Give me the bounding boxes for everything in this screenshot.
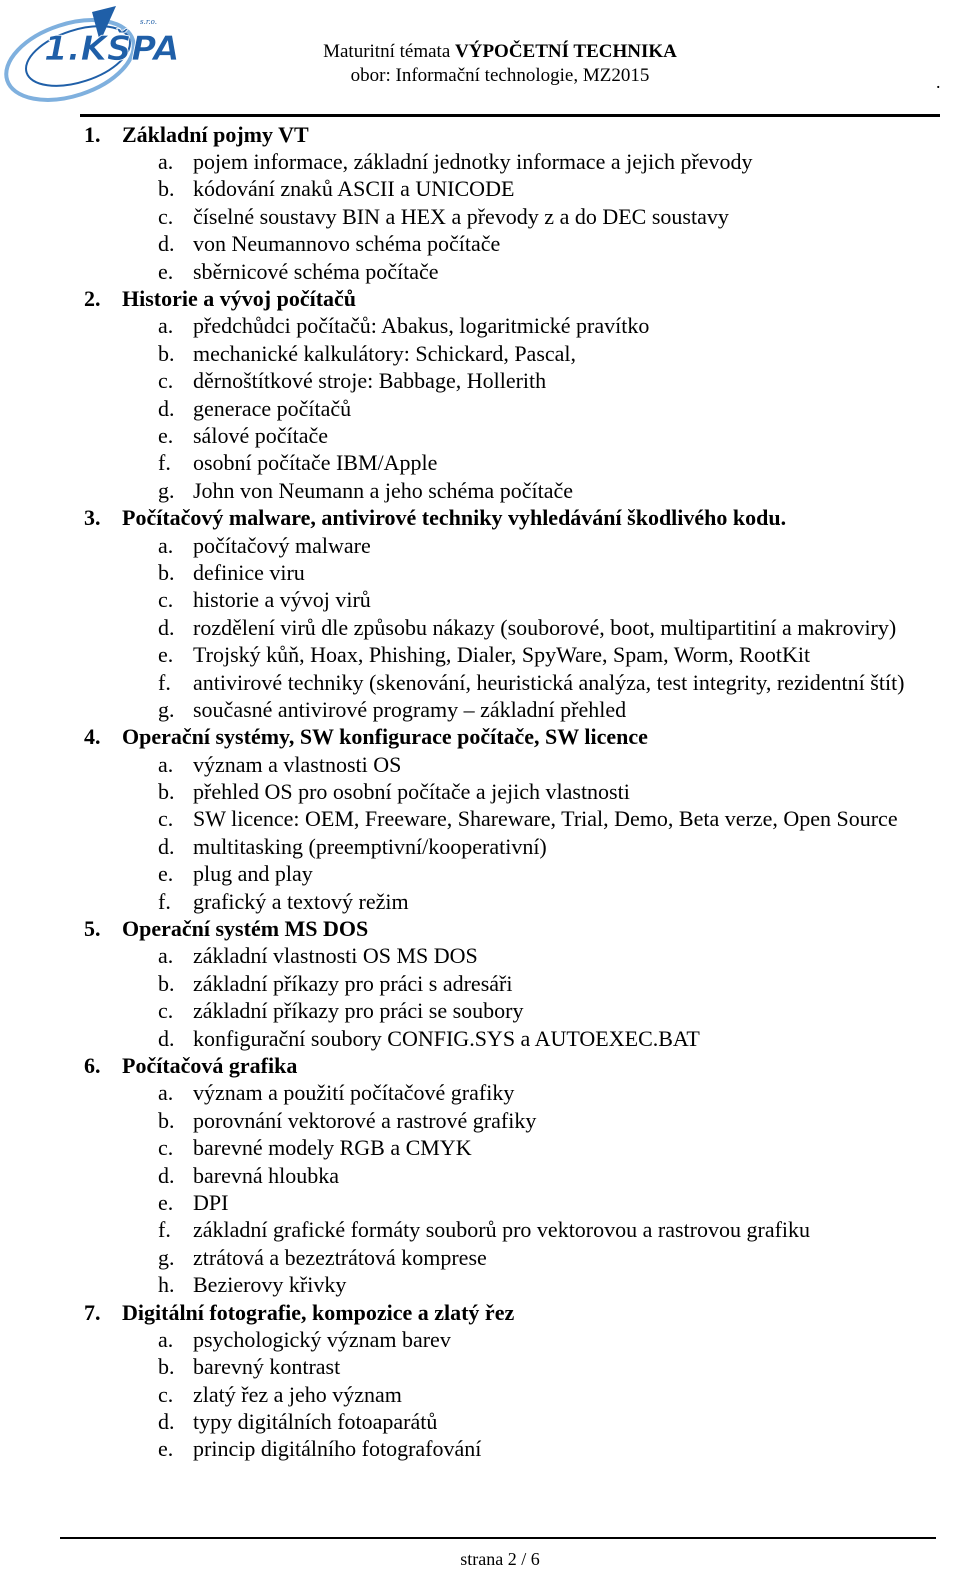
item-text: multitasking (preemptivní/kooperativní) — [193, 833, 547, 859]
item-text: generace počítačů — [193, 395, 352, 421]
item-text: ztrátová a bezeztrátová komprese — [193, 1244, 487, 1270]
item-letter: e. — [158, 258, 174, 284]
item-text: Trojský kůň, Hoax, Phishing, Dialer, SpyWare, Spam, Worm, RootKit — [193, 642, 811, 668]
list-item — [84, 477, 960, 504]
header-title-block — [250, 40, 750, 88]
section — [84, 504, 960, 723]
item-letter: c. — [158, 368, 174, 394]
logo-subtext: s.r.o. — [140, 18, 157, 26]
section-number: 4. — [84, 724, 101, 750]
list-item — [84, 148, 960, 175]
list-item — [84, 1217, 960, 1244]
section-title: Historie a vývoj počítačů — [122, 286, 357, 312]
item-letter: b. — [158, 779, 175, 805]
list-item — [84, 1025, 960, 1052]
header-rule — [80, 114, 940, 117]
item-text: von Neumannovo schéma počítače — [193, 231, 501, 257]
list-item — [84, 368, 960, 395]
item-letter: b. — [158, 970, 175, 996]
kspa-logo — [0, 0, 180, 104]
item-text: DPI — [193, 1189, 229, 1215]
list-item — [84, 258, 960, 285]
item-letter: b. — [158, 176, 175, 202]
section — [84, 1299, 960, 1463]
list-item — [84, 532, 960, 559]
item-text: základní vlastnosti OS MS DOS — [193, 943, 478, 969]
section-title: Operační systém MS DOS — [122, 916, 369, 942]
item-letter: e. — [158, 1189, 174, 1215]
item-letter: f. — [158, 1217, 171, 1243]
item-text: kódování znaků ASCII a UNICODE — [193, 176, 515, 202]
item-letter: a. — [158, 1080, 174, 1106]
section-heading — [84, 915, 960, 942]
item-letter: c. — [158, 806, 174, 832]
section-heading — [84, 285, 960, 312]
list-item — [84, 1271, 960, 1298]
section-title: Počítačová grafika — [122, 1052, 298, 1078]
list-item — [84, 943, 960, 970]
logo-text: 1.KŠPA — [44, 29, 180, 69]
item-letter: e. — [158, 422, 174, 448]
header-subtitle: obor: Informační technologie, MZ2015 — [350, 65, 650, 86]
section-title: Digitální fotografie, kompozice a zlatý řez — [122, 1299, 515, 1325]
list-item — [84, 1134, 960, 1161]
item-text: barevný kontrast — [193, 1354, 341, 1380]
item-letter: e. — [158, 861, 174, 887]
item-text: John von Neumann a jeho schéma počítače — [193, 477, 573, 503]
list-item — [84, 806, 960, 833]
list-item — [84, 587, 960, 614]
item-letter: a. — [158, 532, 174, 558]
item-text: porovnání vektorové a rastrové grafiky — [193, 1107, 537, 1133]
list-item — [84, 751, 960, 778]
item-text: antivirové techniky (skenování, heuristická analýza, test integrity, rezidentní štít) — [193, 669, 905, 695]
list-item — [84, 450, 960, 477]
list-item — [84, 696, 960, 723]
list-item — [84, 340, 960, 367]
section-title: Základní pojmy VT — [122, 121, 309, 147]
list-item — [84, 559, 960, 586]
item-letter: g. — [158, 696, 175, 722]
page-header — [0, 0, 960, 118]
item-text: sběrnicové schéma počítače — [193, 258, 439, 284]
section — [84, 1052, 960, 1299]
list-item — [84, 1189, 960, 1216]
item-letter: a. — [158, 149, 174, 175]
item-text: rozdělení virů dle způsobu nákazy (souborové, boot, multipartitiní a makroviry) — [193, 614, 897, 640]
item-letter: g. — [158, 477, 175, 503]
item-letter: b. — [158, 340, 175, 366]
item-letter: c. — [158, 203, 174, 229]
item-text: číselné soustavy BIN a HEX a převody z a do DEC soustavy — [193, 203, 729, 229]
section — [84, 724, 960, 916]
item-text: základní příkazy pro práci se soubory — [193, 998, 524, 1024]
item-letter: a. — [158, 313, 174, 339]
item-letter: d. — [158, 395, 175, 421]
item-text: předchůdci počítačů: Abakus, logaritmické pravítko — [193, 313, 650, 339]
item-text: základní příkazy pro práci s adresáři — [193, 970, 513, 996]
item-text: definice viru — [193, 559, 305, 585]
list-item — [84, 861, 960, 888]
list-item — [84, 998, 960, 1025]
section-heading — [84, 724, 960, 751]
list-item — [84, 1080, 960, 1107]
section-heading — [84, 121, 960, 148]
item-letter: c. — [158, 1135, 174, 1161]
item-text: konfigurační soubory CONFIG.SYS a AUTOEXEC.BAT — [193, 1025, 700, 1051]
item-letter: f. — [158, 450, 171, 476]
item-text: historie a vývoj virů — [193, 587, 371, 613]
item-text: osobní počítače IBM/Apple — [193, 450, 438, 476]
section-title: Operační systémy, SW konfigurace počítače, SW licence — [122, 724, 648, 750]
list-item — [84, 778, 960, 805]
item-text: současné antivirové programy – základní přehled — [193, 696, 627, 722]
list-item — [84, 395, 960, 422]
item-letter: b. — [158, 1354, 175, 1380]
item-letter: c. — [158, 998, 174, 1024]
item-text: psychologický význam barev — [193, 1326, 451, 1352]
section-number: 1. — [84, 121, 101, 147]
section-number: 5. — [84, 916, 101, 942]
list-item — [84, 833, 960, 860]
section-heading — [84, 1052, 960, 1079]
header-title-bold: VÝPOČETNÍ TECHNIKA — [455, 41, 677, 62]
item-letter: d. — [158, 1162, 175, 1188]
item-letter: c. — [158, 587, 174, 613]
section — [84, 915, 960, 1052]
list-item — [84, 176, 960, 203]
list-item — [84, 641, 960, 668]
item-letter: a. — [158, 751, 174, 777]
item-text: Bezierovy křivky — [193, 1272, 347, 1298]
list-item — [84, 970, 960, 997]
item-text: počítačový malware — [193, 532, 371, 558]
list-item — [84, 614, 960, 641]
list-item — [84, 313, 960, 340]
list-item — [84, 1436, 960, 1463]
section-number: 3. — [84, 505, 101, 531]
list-item — [84, 1408, 960, 1435]
item-text: typy digitálních fotoaparátů — [193, 1409, 438, 1435]
item-text: sálové počítače — [193, 422, 328, 448]
footer-rule — [60, 1537, 936, 1539]
section-heading — [84, 504, 960, 531]
list-item — [84, 1107, 960, 1134]
item-letter: b. — [158, 1107, 175, 1133]
section — [84, 121, 960, 285]
item-letter: e. — [158, 642, 174, 668]
item-text: význam a vlastnosti OS — [193, 751, 402, 777]
topic-list — [84, 121, 960, 1463]
list-item — [84, 203, 960, 230]
list-item — [84, 231, 960, 258]
item-letter: d. — [158, 1025, 175, 1051]
item-letter: a. — [158, 943, 174, 969]
item-letter: d. — [158, 231, 175, 257]
corner-mark: . — [936, 72, 941, 92]
item-text: barevné modely RGB a CMYK — [193, 1135, 472, 1161]
item-letter: d. — [158, 1409, 175, 1435]
section — [84, 285, 960, 504]
section-number: 6. — [84, 1052, 101, 1078]
section-heading — [84, 1299, 960, 1326]
item-letter: a. — [158, 1326, 174, 1352]
list-item — [84, 1244, 960, 1271]
item-text: princip digitálního fotografování — [193, 1436, 482, 1462]
item-letter: f. — [158, 669, 171, 695]
item-text: význam a použití počítačové grafiky — [193, 1080, 515, 1106]
list-item — [84, 1162, 960, 1189]
item-letter: g. — [158, 1244, 175, 1270]
list-item — [84, 1354, 960, 1381]
item-text: SW licence: OEM, Freeware, Shareware, Trial, Demo, Beta verze, Open Source — [193, 806, 898, 832]
item-letter: c. — [158, 1381, 174, 1407]
item-letter: d. — [158, 614, 175, 640]
list-item — [84, 669, 960, 696]
list-item — [84, 1326, 960, 1353]
item-letter: d. — [158, 833, 175, 859]
item-letter: b. — [158, 559, 175, 585]
item-text: děrnoštítkové stroje: Babbage, Hollerith — [193, 368, 547, 394]
section-number: 7. — [84, 1299, 101, 1325]
page-number: strana 2 / 6 — [460, 1549, 540, 1569]
item-letter: e. — [158, 1436, 174, 1462]
item-letter: h. — [158, 1272, 175, 1298]
item-text: plug and play — [193, 861, 313, 887]
item-text: přehled OS pro osobní počítače a jejich vlastnosti — [193, 779, 630, 805]
section-title: Počítačový malware, antivirové techniky vyhledávání škodlivého kodu. — [122, 505, 787, 531]
list-item — [84, 1381, 960, 1408]
item-text: barevná hloubka — [193, 1162, 339, 1188]
item-text: zlatý řez a jeho význam — [193, 1381, 402, 1407]
list-item — [84, 422, 960, 449]
item-letter: f. — [158, 888, 171, 914]
section-number: 2. — [84, 286, 101, 312]
item-text: základní grafické formáty souborů pro vektorovou a rastrovou grafiku — [193, 1217, 811, 1243]
header-title-prefix: Maturitní témata — [323, 41, 451, 62]
item-text: grafický a textový režim — [193, 888, 409, 914]
item-text: mechanické kalkulátory: Schickard, Pascal, — [193, 340, 577, 366]
list-item — [84, 888, 960, 915]
item-text: pojem informace, základní jednotky informace a jejich převody — [193, 149, 753, 175]
